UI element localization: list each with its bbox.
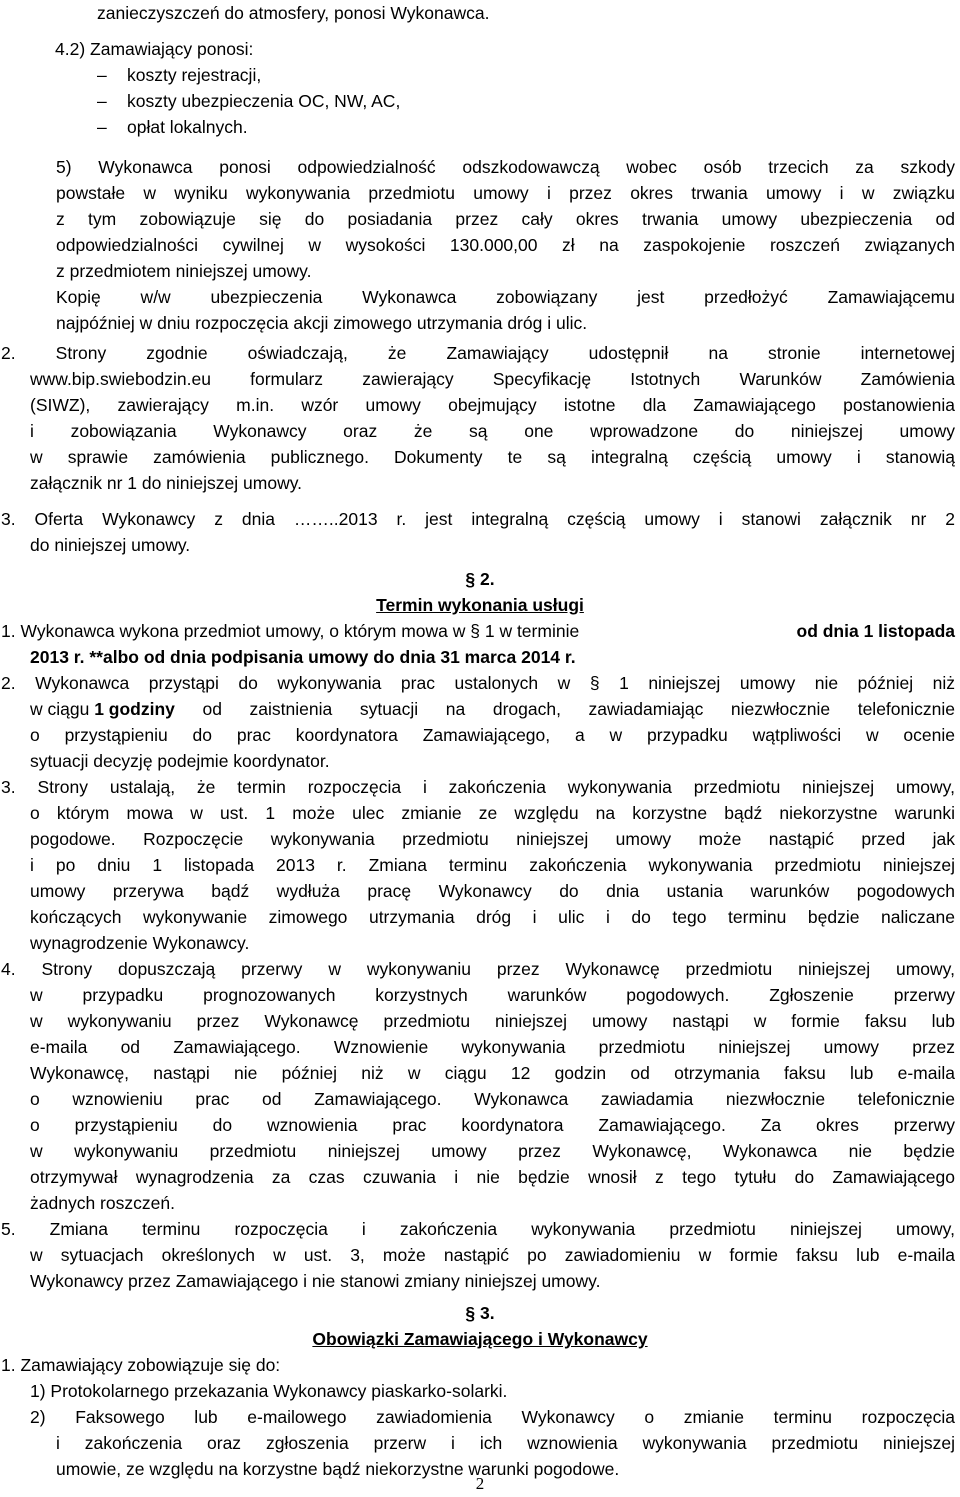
paragraph-line: pogodowe. Rozpoczęcie wykonywania przedmiotu niniejszej umowy może nastąpić przed jak — [30, 829, 955, 849]
paragraph-line: umowy przerywa bądź wydłuża pracę Wykonawcy do dnia ustania warunków pogodowych — [30, 881, 955, 901]
dash-bullet: – — [97, 65, 107, 85]
paragraph-line: e-maila od Zamawiającego. Wznowienie wykonywania przedmiotu niniejszej umowy przez — [30, 1037, 955, 1057]
paragraph-line: o przystąpieniu do prac koordynatora Zamawiającego, a w przypadku wątpliwości w ocenie — [30, 725, 955, 745]
paragraph-line: powstałe w wyniku wykonywania przedmiotu umowy i przez okres trwania umowy i w związku — [56, 183, 955, 203]
list-item — [97, 62, 107, 88]
section-number: § 2. — [465, 569, 495, 589]
dash-bullet: – — [97, 91, 107, 111]
paragraph-line: z przedmiotem niniejszej umowy. — [56, 261, 312, 281]
list-item-text: koszty ubezpieczenia OC, NW, AC, — [127, 91, 401, 111]
paragraph-line — [30, 696, 955, 722]
bold-line: 2013 r. **albo od dnia podpisania umowy do dnia 31 marca 2014 r. — [30, 647, 576, 667]
paragraph-line: 4. Strony dopuszczają przerwy w wykonywaniu przez Wykonawcę przedmiotu niniejszej umowy, — [1, 959, 955, 979]
paragraph-line: kończących wykonywanie zimowego utrzymania dróg i ulic i do tego terminu będzie naliczane — [30, 907, 955, 927]
bold-span: od dnia 1 listopada — [796, 621, 955, 641]
text-line: zanieczyszczeń do atmosfery, ponosi Wykonawca. — [97, 3, 490, 23]
list-item-text: opłat lokalnych. — [127, 117, 248, 137]
paragraph-line: najpóźniej w dniu rozpoczęcia akcji zimowego utrzymania dróg i ulic. — [56, 313, 588, 333]
paragraph-line: 2. Wykonawca przystąpi do wykonywania prac ustalonych w § 1 niniejszej umowy nie później niż — [1, 673, 955, 693]
paragraph-line: 5. Zmiana terminu rozpoczęcia i zakończenia wykonywania przedmiotu niniejszej umowy, — [1, 1219, 955, 1239]
section-title: Obowiązki Zamawiającego i Wykonawcy — [312, 1329, 648, 1349]
paragraph-line: o przystąpieniu do wznowienia prac koordynatora Zamawiającego. Za okres przerwy — [30, 1115, 955, 1135]
list-item-text: koszty rejestracji, — [127, 65, 262, 85]
paragraph-line: 1. Zamawiający zobowiązuje się do: — [1, 1355, 281, 1375]
dash-bullet: – — [97, 117, 107, 137]
text-span: 1. Wykonawca wykona przedmiot umowy, o którym mowa w § 1 w terminie — [1, 621, 585, 641]
paragraph-line: Kopię w/w ubezpieczenia Wykonawca zobowiązany jest przedłożyć Zamawiającemu — [56, 287, 955, 307]
paragraph-line: wynagrodzenie Wykonawcy. — [30, 933, 250, 953]
paragraph-line: w sytuacjach określonych w ust. 3, może nastąpić po zawiadomieniu w formie faksu lub e-maila — [30, 1245, 955, 1265]
paragraph-line: z tym zobowiązuje się do posiadania przez cały okres trwania umowy ubezpieczenia od — [56, 209, 955, 229]
paragraph-line: do niniejszej umowy. — [30, 535, 191, 555]
paragraph-line: i zobowiązania Wykonawcy oraz że są one wprowadzone do niniejszej umowy — [30, 421, 955, 441]
paragraph-line: otrzymywał wynagrodzenia za czas czuwania i nie będzie wnosił z tego tytułu do Zamawiającego — [30, 1167, 955, 1187]
section-title: Termin wykonania usługi — [376, 595, 584, 615]
list-item — [97, 114, 107, 140]
paragraph-line: odpowiedzialności cywilnej w wysokości 130.000,00 zł na zaspokojenie roszczeń związanych — [56, 235, 955, 255]
list-item-continuation: umowie, ze względu na korzystne bądź niekorzystne warunki pogodowe. — [56, 1459, 620, 1479]
paragraph-line: 2. Strony zgodnie oświadczają, że Zamawiający udostępnił na stronie internetowej — [1, 343, 955, 363]
bold-span: 1 godziny — [94, 699, 175, 719]
list-item: 1) Protokolarnego przekazania Wykonawcy piaskarko-solarki. — [30, 1381, 508, 1401]
list-item: 2) Faksowego lub e-mailowego zawiadomienia Wykonawcy o zmianie terminu rozpoczęcia — [30, 1407, 955, 1427]
paragraph-line: sytuacji decyzję podejmie koordynator. — [30, 751, 330, 771]
paragraph-line: www.bip.swiebodzin.eu formularz zawierający Specyfikację Istotnych Warunków Zamówienia — [30, 369, 955, 389]
paragraph-line: w przypadku prognozowanych korzystnych warunków pogodowych. Zgłoszenie przerwy — [30, 985, 955, 1005]
paragraph-line: 3. Oferta Wykonawcy z dnia ……..2013 r. jest integralną częścią umowy i stanowi załącznik nr 2 — [1, 509, 955, 529]
paragraph-line: 5) Wykonawca ponosi odpowiedzialność odszkodowawczą wobec osób trzecich za szkody — [56, 157, 955, 177]
paragraph-line: żadnych roszczeń. — [30, 1193, 175, 1213]
paragraph-line: i po dniu 1 listopada 2013 r. Zmiana terminu zakończenia wykonywania przedmiotu niniejszej — [30, 855, 955, 875]
list-item — [97, 88, 107, 114]
paragraph-line: załącznik nr 1 do niniejszej umowy. — [30, 473, 303, 493]
list-item-continuation: i zakończenia oraz zgłoszenia przerw i ich wznowienia wykonywania przedmiotu niniejszej — [56, 1433, 955, 1453]
paragraph-line: (SIWZ), zawierający m.in. wzór umowy obejmujący istotne dla Zamawiającego postanowienia — [30, 395, 955, 415]
paragraph-line: w wykonywaniu przez Wykonawcę przedmiotu niniejszej umowy nastąpi w formie faksu lub — [30, 1011, 955, 1031]
paragraph-line: w sprawie zamówienia publicznego. Dokumenty te są integralną częścią umowy i stanowią — [30, 447, 955, 467]
paragraph-line: Wykonawcę, nastąpi nie później niż w ciągu 12 godzin od otrzymania faksu lub e-maila — [30, 1063, 955, 1083]
section-number: § 3. — [465, 1303, 495, 1323]
text-line: 4.2) Zamawiający ponosi: — [55, 39, 254, 59]
paragraph-line: o którym mowa w ust. 1 może ulec zmianie ze względu na korzystne bądź niekorzystne warunki — [30, 803, 955, 823]
paragraph-line: 3. Strony ustalają, że termin rozpoczęcia i zakończenia wykonywania przedmiotu niniejszej umowy, — [1, 777, 955, 797]
paragraph-line — [1, 618, 955, 644]
page-number: 2 — [475, 1474, 485, 1493]
paragraph-line: Wykonawcy przez Zamawiającego i nie stanowi zmiany niniejszej umowy. — [30, 1271, 601, 1291]
paragraph-line: w wykonywaniu przedmiotu niniejszej umowy przez Wykonawcę, Wykonawca nie będzie — [30, 1141, 955, 1161]
text-span: w ciągu — [30, 699, 95, 719]
paragraph-line: o wznowieniu prac od Zamawiającego. Wykonawca zawiadamia niezwłocznie telefonicznie — [30, 1089, 955, 1109]
text-span: od zaistnienia sytuacji na drogach, zawiadamiając niezwłocznie telefonicznie — [174, 699, 955, 719]
